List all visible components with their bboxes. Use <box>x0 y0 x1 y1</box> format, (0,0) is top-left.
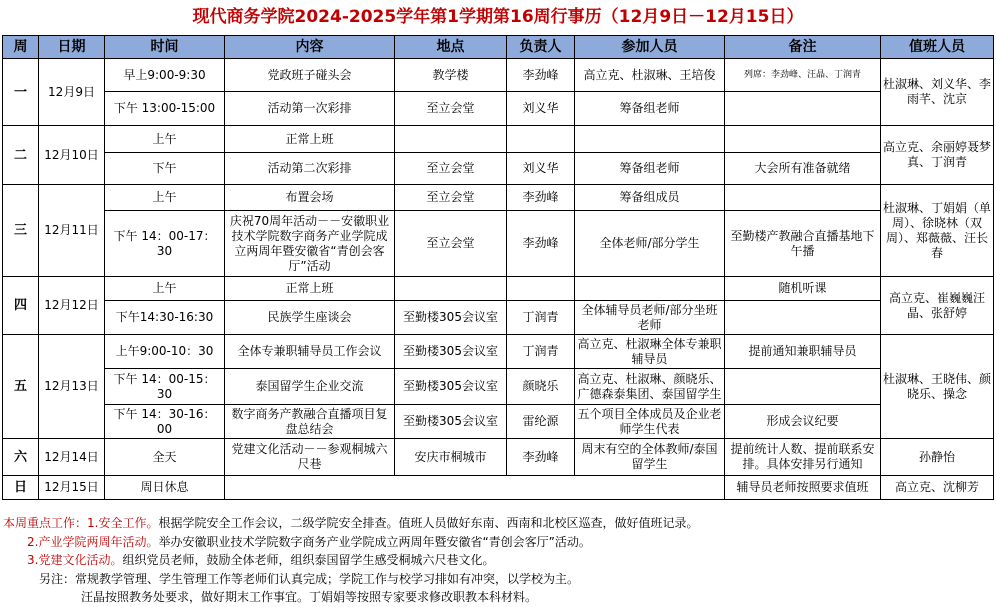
content-cell: 泰国留学生企业交流 <box>225 369 395 405</box>
participants-cell: 高立克、杜淑琳、王培俊 <box>575 59 725 92</box>
leader-cell: 刘义华 <box>507 92 575 126</box>
time-cell: 下午 14：30-16：00 <box>105 405 225 439</box>
content-cell: 正常上班 <box>225 277 395 301</box>
leader-cell <box>507 126 575 153</box>
leader-cell: 丁润青 <box>507 335 575 369</box>
content-cell: 数字商务产教融合直播项目复盘总结会 <box>225 405 395 439</box>
notes-line-2-text: 举办安徽职业技术学院数字商务产业学院成立两周年暨安徽省“青创会客厅”活动。 <box>158 534 591 549</box>
content-cell: 庆祝70周年活动－－安徽职业技术学院数字商务产业学院成立两周年暨安徽省“青创会客厅”活动 <box>225 211 395 277</box>
participants-cell: 筹备组老师 <box>575 92 725 126</box>
time-cell: 下午 14：00-17：30 <box>105 211 225 277</box>
note-cell: 提前统计人数、提前联系安排。具体安排另行通知 <box>725 439 881 476</box>
participants-cell <box>575 277 725 301</box>
place-cell <box>395 126 507 153</box>
weekday-cell: 三 <box>3 185 39 277</box>
time-cell: 下午 14：00-15：30 <box>105 369 225 405</box>
participants-cell: 全体辅导员老师/部分坐班老师 <box>575 301 725 335</box>
duty-cell: 杜淑琳、刘义华、李雨芊、沈京 <box>881 59 994 126</box>
table-row <box>3 369 994 405</box>
weekly-notes <box>3 514 993 607</box>
place-cell: 至立会堂 <box>395 185 507 211</box>
header-duty: 值班人员 <box>881 36 994 59</box>
date-cell: 12月9日 <box>39 59 105 126</box>
leader-cell: 颜晓乐 <box>507 369 575 405</box>
header-participants: 参加人员 <box>575 36 725 59</box>
participants-cell: 周末有空的全体教师/泰国留学生 <box>575 439 725 476</box>
header-time: 时间 <box>105 36 225 59</box>
duty-cell: 孙静怡 <box>881 439 994 476</box>
note-cell <box>725 185 881 211</box>
notes-line-2 <box>3 533 993 552</box>
place-cell: 安庆市桐城市 <box>395 439 507 476</box>
table-row <box>3 335 994 369</box>
notes-line-1-text: 根据学院安全工作会议，二级学院安全排查。值班人员做好东南、西南和北校区巡查，做好值班记录。 <box>158 516 699 530</box>
notes-line-5: 汪晶按照教务处要求，做好期末工作事宜。丁娟娟等按照专家要求修改职教本科材料。 <box>81 590 538 604</box>
duty-cell: 高立克、崔巍巍汪晶、张舒婷 <box>881 277 994 335</box>
weekday-cell: 一 <box>3 59 39 126</box>
participants-cell: 五个项目全体成员及企业老师学生代表 <box>575 405 725 439</box>
place-cell: 至勤楼305会议室 <box>395 369 507 405</box>
weekday-cell: 五 <box>3 335 39 439</box>
participants-cell: 筹备组成员 <box>575 185 725 211</box>
time-cell: 上午9:00-10：30 <box>105 335 225 369</box>
duty-cell: 高立克、余丽婷聂梦真、丁润青 <box>881 126 994 185</box>
note-cell: 随机听课 <box>725 277 881 301</box>
page-title: 现代商务学院2024-2025学年第1学期第16周行事历（12月9日－12月15日） <box>192 7 804 27</box>
table-row <box>3 211 994 277</box>
note-cell: 辅导员老师按照要求值班 <box>725 476 881 500</box>
leader-cell <box>507 277 575 301</box>
time-cell: 下午14:30-16:30 <box>105 301 225 335</box>
date-cell: 12月11日 <box>39 185 105 277</box>
place-cell <box>395 277 507 301</box>
notes-line-4: 另注：常规教学管理、学生管理工作等老师们认真完成；学院工作与校学习排如有冲突，以学校为主。 <box>39 571 580 586</box>
notes-line-3-text: 组织党员老师，鼓励全体老师，组织泰国留学生感受桐城六尺巷文化。 <box>122 553 495 567</box>
table-row <box>3 153 994 185</box>
weekday-cell: 六 <box>3 439 39 476</box>
place-cell: 至勤楼305会议室 <box>395 301 507 335</box>
header-note: 备注 <box>725 36 881 59</box>
table-row <box>3 126 994 153</box>
date-cell: 12月15日 <box>39 476 105 500</box>
header-week: 周 <box>3 36 39 59</box>
leader-cell: 雷纶源 <box>507 405 575 439</box>
place-cell: 教学楼 <box>395 59 507 92</box>
notes-line-1 <box>3 514 993 533</box>
table-row <box>3 185 994 211</box>
content-cell: 正常上班 <box>225 126 395 153</box>
weekday-cell: 四 <box>3 277 39 335</box>
table-row <box>3 301 994 335</box>
participants-cell: 全体老师/部分学生 <box>575 211 725 277</box>
table-row <box>3 405 994 439</box>
table-row <box>3 476 994 500</box>
date-cell: 12月12日 <box>39 277 105 335</box>
place-cell: 至勤楼305会议室 <box>395 405 507 439</box>
table-row <box>3 59 994 92</box>
notes-line-3-heading: 3.党建文化活动。 <box>27 553 123 567</box>
content-cell: 党建文化活动－－参观桐城六尺巷 <box>225 439 395 476</box>
time-cell: 上午 <box>105 126 225 153</box>
place-cell: 至勤楼305会议室 <box>395 335 507 369</box>
note-cell <box>725 126 881 153</box>
note-cell: 列席：李劲峰、汪晶、丁润青 <box>725 59 881 92</box>
time-cell: 上午 <box>105 277 225 301</box>
time-cell: 周日休息 <box>105 476 225 500</box>
time-cell: 下午 <box>105 153 225 185</box>
leader-cell: 李劲峰 <box>507 211 575 277</box>
header-row <box>3 36 994 59</box>
note-cell: 至勤楼产教融合直播基地下午播 <box>725 211 881 277</box>
content-cell: 全体专兼职辅导员工作会议 <box>225 335 395 369</box>
content-cell: 布置会场 <box>225 185 395 211</box>
time-cell: 早上9:00-9:30 <box>105 59 225 92</box>
participants-cell: 筹备组老师 <box>575 153 725 185</box>
duty-cell: 杜淑琳、丁娟娟（单周）、徐晓林（双周）、郑薇薇、汪长春 <box>881 185 994 277</box>
note-cell <box>725 369 881 405</box>
participants-cell: 高立克、杜淑琳、颜晓乐、广德森泰集团、泰国留学生 <box>575 369 725 405</box>
leader-cell: 李劲峰 <box>507 439 575 476</box>
content-cell: 活动第一次彩排 <box>225 92 395 126</box>
content-cell: 活动第二次彩排 <box>225 153 395 185</box>
schedule-table <box>2 35 994 500</box>
place-cell: 至立会堂 <box>395 153 507 185</box>
table-row <box>3 92 994 126</box>
participants-cell <box>575 126 725 153</box>
date-cell: 12月14日 <box>39 439 105 476</box>
weekday-cell: 日 <box>3 476 39 500</box>
header-place: 地点 <box>395 36 507 59</box>
leader-cell: 李劲峰 <box>507 59 575 92</box>
content-cell: 党政班子碰头会 <box>225 59 395 92</box>
note-cell <box>725 92 881 126</box>
time-cell: 上午 <box>105 185 225 211</box>
leader-cell: 刘义华 <box>507 153 575 185</box>
participants-cell: 高立克、杜淑琳全体专兼职辅导员 <box>575 335 725 369</box>
place-cell: 至立会堂 <box>395 211 507 277</box>
time-cell: 下午 13:00-15:00 <box>105 92 225 126</box>
time-cell: 全天 <box>105 439 225 476</box>
duty-cell: 杜淑琳、王晓伟、颜晓乐、操念 <box>881 335 994 439</box>
table-row <box>3 277 994 301</box>
content-cell <box>225 476 725 500</box>
weekday-cell: 二 <box>3 126 39 185</box>
note-cell: 大会所有准备就绪 <box>725 153 881 185</box>
content-cell: 民族学生座谈会 <box>225 301 395 335</box>
leader-cell: 李劲峰 <box>507 185 575 211</box>
duty-cell: 高立克、沈柳芳 <box>881 476 994 500</box>
notes-line-3 <box>3 551 993 570</box>
note-cell: 形成会议纪要 <box>725 405 881 439</box>
notes-line-2-heading: 2.产业学院两周年活动。 <box>27 534 159 549</box>
date-cell: 12月10日 <box>39 126 105 185</box>
header-content: 内容 <box>225 36 395 59</box>
date-cell: 12月13日 <box>39 335 105 439</box>
table-row <box>3 439 994 476</box>
note-cell: 提前通知兼职辅导员 <box>725 335 881 369</box>
notes-line-1-heading: 本周重点工作：1.安全工作。 <box>3 516 159 530</box>
leader-cell: 丁润青 <box>507 301 575 335</box>
place-cell: 至立会堂 <box>395 92 507 126</box>
header-leader: 负责人 <box>507 36 575 59</box>
header-date: 日期 <box>39 36 105 59</box>
note-cell <box>725 301 881 335</box>
